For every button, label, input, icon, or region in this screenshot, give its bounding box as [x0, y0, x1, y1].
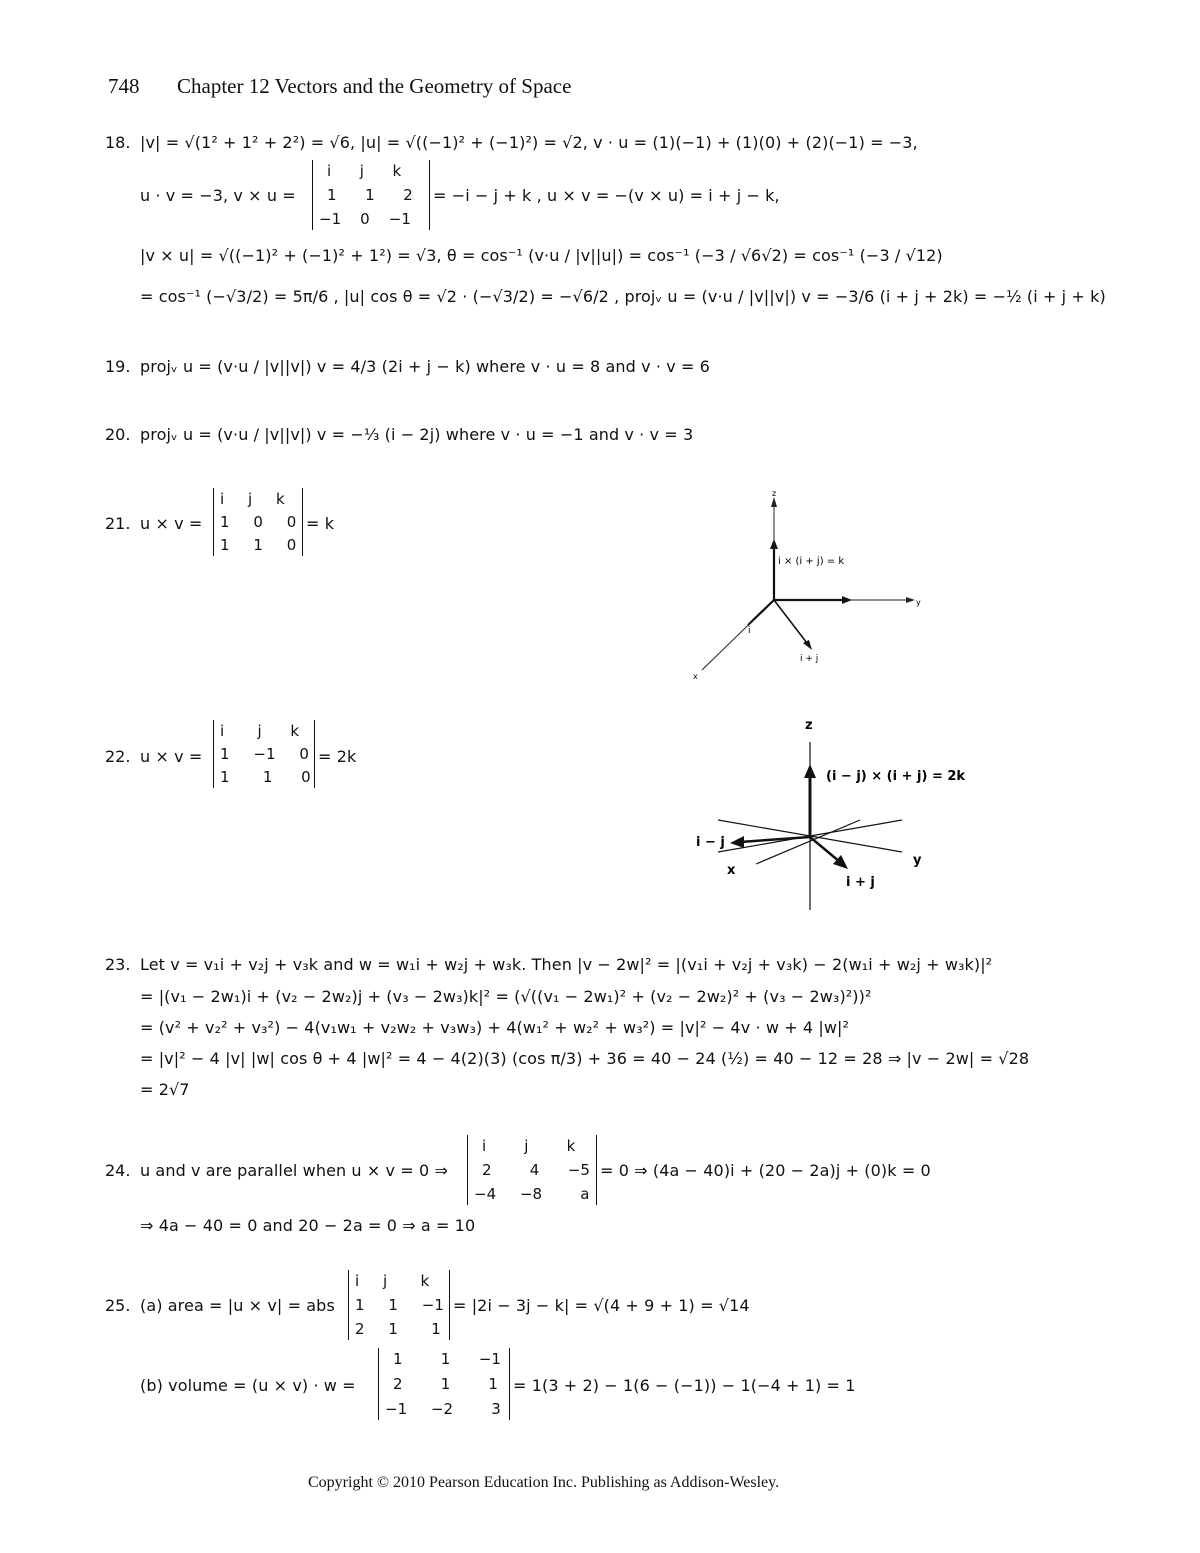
det-row: 1 1 −1 — [393, 1350, 501, 1368]
problem-18-line4: = cos⁻¹ (−√3/2) = 5π/6 , |u| cos θ = √2 · (−√3/2) = −√6/2 , projᵥ u = (v·u / |v||v|) v = −3/6 (i + j + 2k) = −½ (i + j + k) — [140, 287, 1106, 306]
det-row: 1 1 0 — [220, 768, 311, 786]
y-label: y — [916, 598, 921, 607]
i-plus-j-vector — [774, 600, 810, 647]
det-row: 1 1 −1 — [355, 1296, 444, 1314]
problem-25b-right: = 1(3 + 2) − 1(6 − (−1)) − 1(−4 + 1) = 1 — [513, 1376, 856, 1395]
problem-19-text: projᵥ u = (v·u / |v||v|) v = 4/3 (2i + j − k) where v · u = 8 and v · v = 6 — [140, 357, 710, 376]
x-label: x — [727, 863, 736, 878]
det-row: 1 1 0 — [220, 536, 297, 554]
problem-18-line2-left: u · v = −3, v × u = — [140, 186, 296, 205]
i-plus-j-label: i + j — [800, 654, 819, 664]
y-arrowhead — [906, 597, 915, 603]
det-row: 1 1 2 — [327, 186, 413, 204]
problem-18-determinant — [312, 160, 430, 230]
problem-24-number: 24. — [105, 1161, 131, 1180]
problem-21-left: u × v = — [140, 514, 203, 533]
2k-arrowhead — [804, 764, 816, 778]
problem-22-determinant — [213, 720, 315, 788]
det-row: i j k — [482, 1137, 576, 1155]
problem-20-text: projᵥ u = (v·u / |v||v|) v = −⅓ (i − 2j) where v · u = −1 and v · v = 3 — [140, 425, 694, 444]
problem-18-line2-right: = −i − j + k , u × v = −(v × u) = i + j − k, — [433, 186, 780, 205]
problem-22-figure — [690, 712, 965, 912]
det-row: 1 −1 0 — [220, 745, 309, 763]
det-row: i j k — [355, 1272, 430, 1290]
problem-22-left: u × v = — [140, 747, 203, 766]
cross-product-label: (i − j) × (i + j) = 2k — [826, 769, 965, 784]
z-label: z — [772, 489, 777, 498]
k-arrowhead — [770, 539, 778, 549]
problem-21-determinant — [213, 488, 303, 556]
problem-25-number: 25. — [105, 1296, 131, 1315]
problem-24-left: u and v are parallel when u × v = 0 ⇒ — [140, 1161, 448, 1180]
det-row: i j k — [220, 722, 300, 740]
i-label: i — [748, 626, 751, 636]
det-row: −1 −2 3 — [385, 1400, 501, 1418]
problem-24-line2: ⇒ 4a − 40 = 0 and 20 − 2a = 0 ⇒ a = 10 — [140, 1216, 476, 1235]
x-label: x — [693, 672, 698, 681]
z-arrowhead — [771, 497, 777, 507]
problem-22-right: = 2k — [318, 747, 357, 766]
problem-20-number: 20. — [105, 425, 131, 444]
chapter-title: Chapter 12 Vectors and the Geometry of Space — [177, 74, 572, 98]
cross-product-label: i × (i + j) = k — [778, 556, 845, 567]
problem-21-number: 21. — [105, 514, 131, 533]
det-row: −4 −8 a — [474, 1185, 590, 1203]
problem-21-figure — [690, 485, 930, 685]
problem-23-line4: = |v|² − 4 |v| |w| cos θ + 4 |w|² = 4 − 4(2)(3) (cos π/3) + 36 = 40 − 24 (½) = 40 − 12 = 28 ⇒ |v − 2w| = √28 — [140, 1049, 1030, 1068]
problem-23-line5: = 2√7 — [140, 1080, 190, 1099]
det-row: i j k — [220, 490, 285, 508]
det-row: 1 0 0 — [220, 513, 297, 531]
problem-25b-left: (b) volume = (u × v) · w = — [140, 1376, 356, 1395]
i-vector — [748, 600, 774, 625]
i-minus-j-vector — [740, 837, 810, 842]
det-row: 2 4 −5 — [482, 1161, 590, 1179]
y-label: y — [913, 853, 922, 868]
problem-25a-left: (a) area = |u × v| = abs — [140, 1296, 335, 1315]
problem-18-line1: |v| = √(1² + 1² + 2²) = √6, |u| = √((−1)² + (−1)²) = √2, v · u = (1)(−1) + (1)(0) + (2)(−1) = −3, — [140, 133, 918, 152]
det-row: 2 1 1 — [393, 1375, 498, 1393]
page-number: 748 — [108, 74, 140, 98]
j-arrowhead — [842, 596, 852, 604]
problem-18-number: 18. — [105, 133, 131, 152]
problem-18-line3: |v × u| = √((−1)² + (−1)² + 1²) = √3, θ = cos⁻¹ (v·u / |v||u|) = cos⁻¹ (−3 / √6√2) = cos⁻¹ (−3 / √12) — [140, 246, 943, 265]
z-label: z — [805, 718, 813, 733]
problem-23-line1: Let v = v₁i + v₂j + v₃k and w = w₁i + w₂j + w₃k. Then |v − 2w|² = |(v₁i + v₂j + v₃k) − 2(w₁i + w₂j + w₃k)|² — [140, 955, 993, 974]
copyright-footer: Copyright © 2010 Pearson Education Inc. Publishing as Addison-Wesley. — [308, 1474, 780, 1491]
det-row: i j k — [327, 162, 402, 180]
problem-22-number: 22. — [105, 747, 131, 766]
i-minus-j-arrowhead — [730, 836, 744, 848]
problem-24-right: = 0 ⇒ (4a − 40)i + (20 − 2a)j + (0)k = 0 — [600, 1161, 931, 1180]
problem-23-line2: = |(v₁ − 2w₁)i + (v₂ − 2w₂)j + (v₃ − 2w₃)k|² = (√((v₁ − 2w₁)² + (v₂ − 2w₂)² + (v₃ − 2w₃)²))² — [140, 987, 872, 1006]
problem-25a-determinant — [348, 1270, 450, 1340]
problem-25a-right: = |2i − 3j − k| = √(4 + 9 + 1) = √14 — [453, 1296, 750, 1315]
det-row: −1 0 −1 — [319, 210, 411, 228]
i-plus-j-arrowhead — [803, 640, 812, 650]
problem-25b-determinant — [378, 1348, 510, 1420]
det-row: 2 1 1 — [355, 1320, 441, 1338]
i-plus-j-label: i + j — [846, 875, 875, 890]
problem-23-number: 23. — [105, 955, 131, 974]
problem-21-right: = k — [306, 514, 335, 533]
i-minus-j-label: i − j — [696, 835, 725, 850]
problem-24-determinant — [467, 1135, 597, 1205]
problem-19-number: 19. — [105, 357, 131, 376]
problem-23-line3: = (v² + v₂² + v₃²) − 4(v₁w₁ + v₂w₂ + v₃w₃) + 4(w₁² + w₂² + w₃²) = |v|² − 4v · w + 4 |w|² — [140, 1018, 850, 1037]
